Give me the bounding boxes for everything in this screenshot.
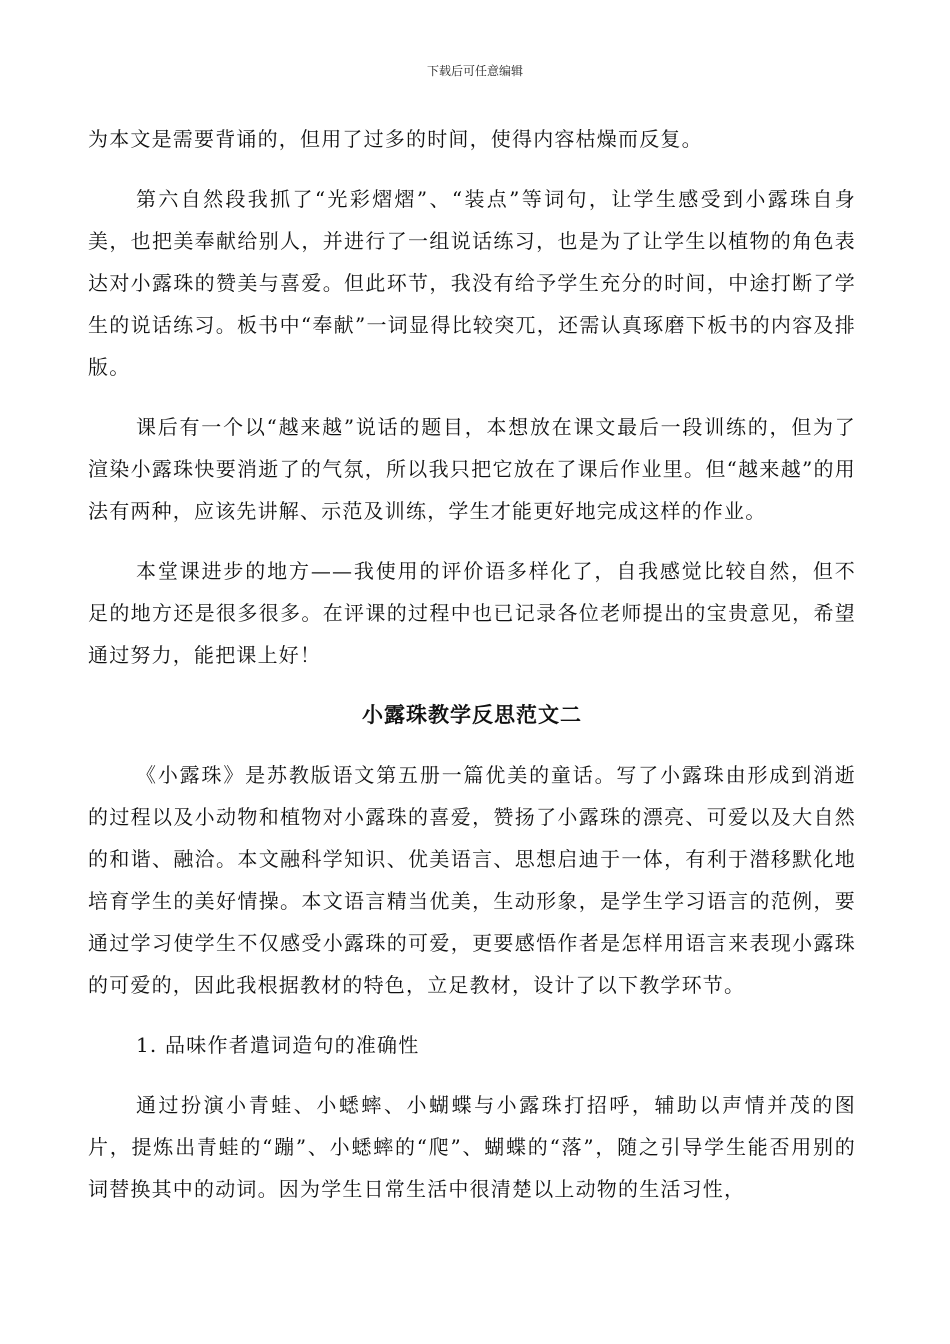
paragraph-2: 第六自然段我抓了“光彩熠熠”、“装点”等词句，让学生感受到小露珠自身美，也把美奉献给别人，并进行了一组说话练习，也是为了让学生以植物的角色表达对小露珠的赞美与喜爱。但此环节，我没有给予学生充分的时间，中途打断了学生的说话练习。板书中“奉献”一词显得比较突兀，还需认真琢磨下板书的内容及排版。 — [88, 187, 856, 379]
section-title: 小露珠教学反思范文二 — [362, 703, 582, 727]
paragraph-6: 通过扮演小青蛙、小蟋蟀、小蝴蝶与小露珠打招呼，辅助以声情并茂的图片，提炼出青蛙的“蹦”、小蟋蟀的“爬”、蝴蝶的“落”，随之引导学生能否用别的词替换其中的动词。因为学生日常生活中很清楚以上动物的生活习性， — [88, 1093, 856, 1201]
document-body — [88, 118, 856, 1228]
list-item-1: 1. 品味作者遣词造句的准确性 — [136, 1033, 420, 1057]
paragraph-1: 为本文是需要背诵的，但用了过多的时间，使得内容枯燥而反复。 — [88, 127, 703, 151]
paragraph-4: 本堂课进步的地方——我使用的评价语多样化了，自我感觉比较自然，但不足的地方还是很多很多。在评课的过程中也已记录各位老师提出的宝贵意见，希望通过努力，能把课上好！ — [88, 559, 856, 667]
paragraph-5: 《小露珠》是苏教版语文第五册一篇优美的童话。写了小露珠由形成到消逝的过程以及小动物和植物对小露珠的喜爱，赞扬了小露珠的漂亮、可爱以及大自然的和谐、融洽。本文融科学知识、优美语言、思想启迪于一体，有利于潜移默化地培育学生的美好情操。本文语言精当优美，生动形象，是学生学习语言的范例，要通过学习使学生不仅感受小露珠的可爱，更要感悟作者是怎样用语言来表现小露珠的可爱的，因此我根据教材的特色，立足教材，设计了以下教学环节。 — [88, 763, 856, 997]
paragraph-3: 课后有一个以“越来越”说话的题目，本想放在课文最后一段训练的，但为了渲染小露珠快要消逝了的气氛，所以我只把它放在了课后作业里。但“越来越”的用法有两种，应该先讲解、示范及训练，学生才能更好地完成这样的作业。 — [88, 415, 856, 523]
page-header-note: 下载后可任意编辑 — [426, 64, 523, 78]
